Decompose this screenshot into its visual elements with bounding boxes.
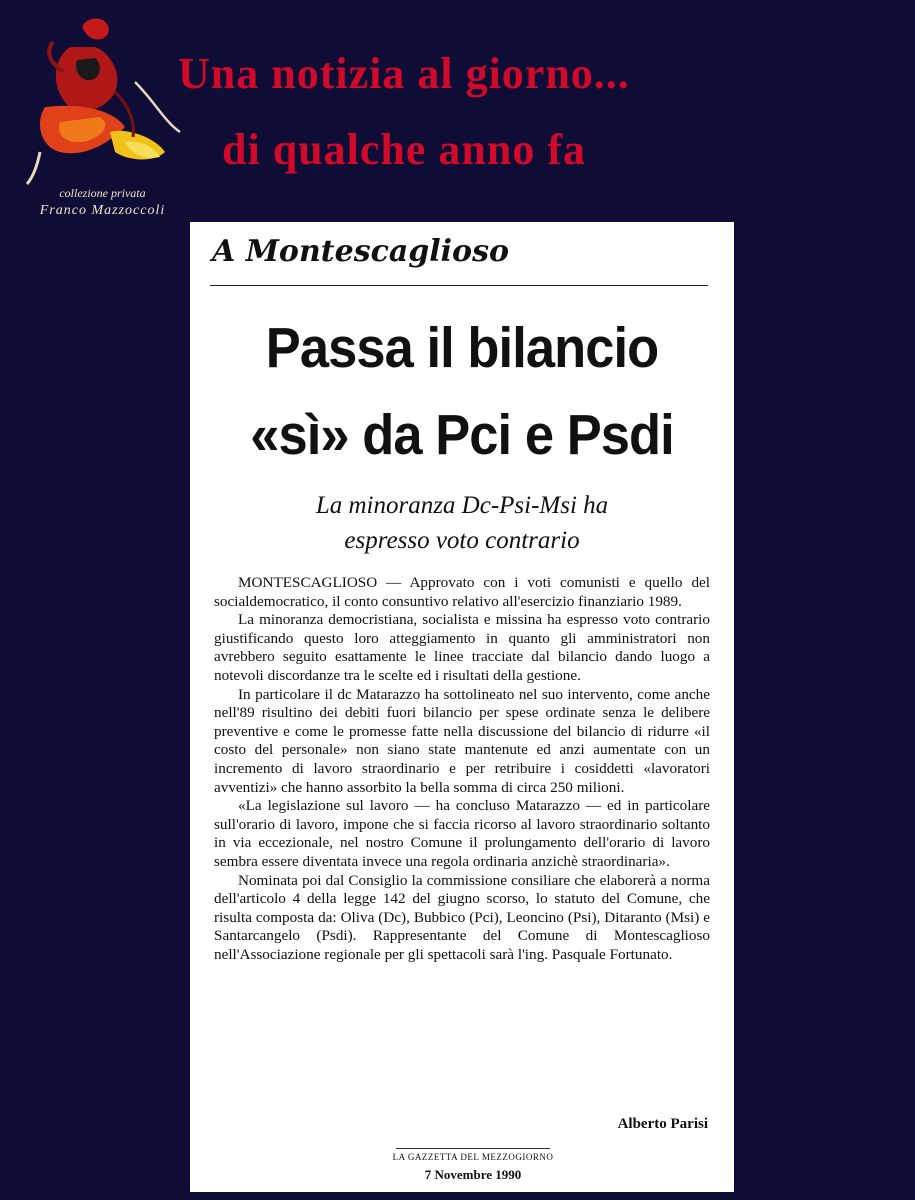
logo-caption-line2: Franco Mazzoccoli: [39, 203, 166, 218]
article-subtitle-line1: La minoranza Dc-Psi-Msi ha: [315, 492, 609, 519]
article-body: [214, 574, 710, 964]
article-paragraph: Nominata poi dal Consiglio la commissione consiliare che elaborerà a norma dell'articolo 4 della legge 142 del giugno scorso, lo statuto del Comune, che risulta composta da: Oliva (Dc), Bubbico (Pci), Leoncino (Psi), Ditaranto (Msi) e Santarcangelo (Psdi). Rappresentante del Comune di Montescaglioso nell'Associazione regionale per gli spettacoli sarà l'ing. Pasquale Fortunato.: [214, 871, 710, 963]
article-paragraph: In particolare il dc Matarazzo ha sottolineato nel suo intervento, come anche nell'89 risultino dei debiti fuori bilancio per spese ordinate senza le delibere preventive e come le promesse fatte nella discussione del bilancio di ridurre «il costo del personale» non siano state mantenute ed anzi aumentate con un incremento di lavoro straordinario e per retribuire i cosiddetti «lavoratori avventizi» che hanno assorbito la bella somma di circa 250 milioni.: [214, 685, 710, 796]
publication-date: 7 Novembre 1990: [424, 1167, 522, 1182]
collection-logo: [15, 12, 190, 222]
article-title-line2: «sì» da Pci e Psdi: [250, 403, 674, 467]
source-divider: [396, 1148, 550, 1149]
newspaper-source: LA GAZZETTA DEL MEZZOGIORNO: [392, 1152, 554, 1162]
header-line-1: Una notizia al giorno...: [178, 49, 630, 98]
article-paragraph: La minoranza democristiana, socialista e missina ha espresso voto contrario giustificando questo loro atteggiamento in quanto gli amministratori non avrebbero seguito esattamente le linee tracciate dal bilancio dando luogo a notevoli discordanze tra le scelte ed i risultati della gestione.: [214, 611, 710, 684]
article-author: Alberto Parisi: [617, 1116, 708, 1132]
article-kicker: A Montescaglioso: [212, 234, 509, 269]
article-subtitle-line2: espresso voto contrario: [344, 527, 580, 554]
article-paragraph: «La legislazione sul lavoro — ha concluso Matarazzo — ed in particolare sull'orario di lavoro, impone che si faccia ricorso al lavoro straordinario soltanto in via eccezionale, nel nostro Comune il prolungamento dell'orario di lavoro sembra essere diventata invece una regola ordinaria anzichè straordinaria».: [214, 797, 710, 870]
article-paragraph: MONTESCAGLIOSO — Approvato con i voti comunisti e quello del socialdemocratico, il conto consuntivo relativo all'esercizio finanziario 1989.: [214, 574, 710, 610]
logo-caption-line1: collezione privata: [59, 186, 146, 200]
dancer-logo-icon: [15, 12, 190, 187]
kicker-divider: [210, 285, 708, 286]
header-line-2: di qualche anno fa: [222, 125, 586, 174]
article-title-line1: Passa il bilancio: [265, 316, 659, 380]
newspaper-clipping: [190, 222, 734, 1192]
